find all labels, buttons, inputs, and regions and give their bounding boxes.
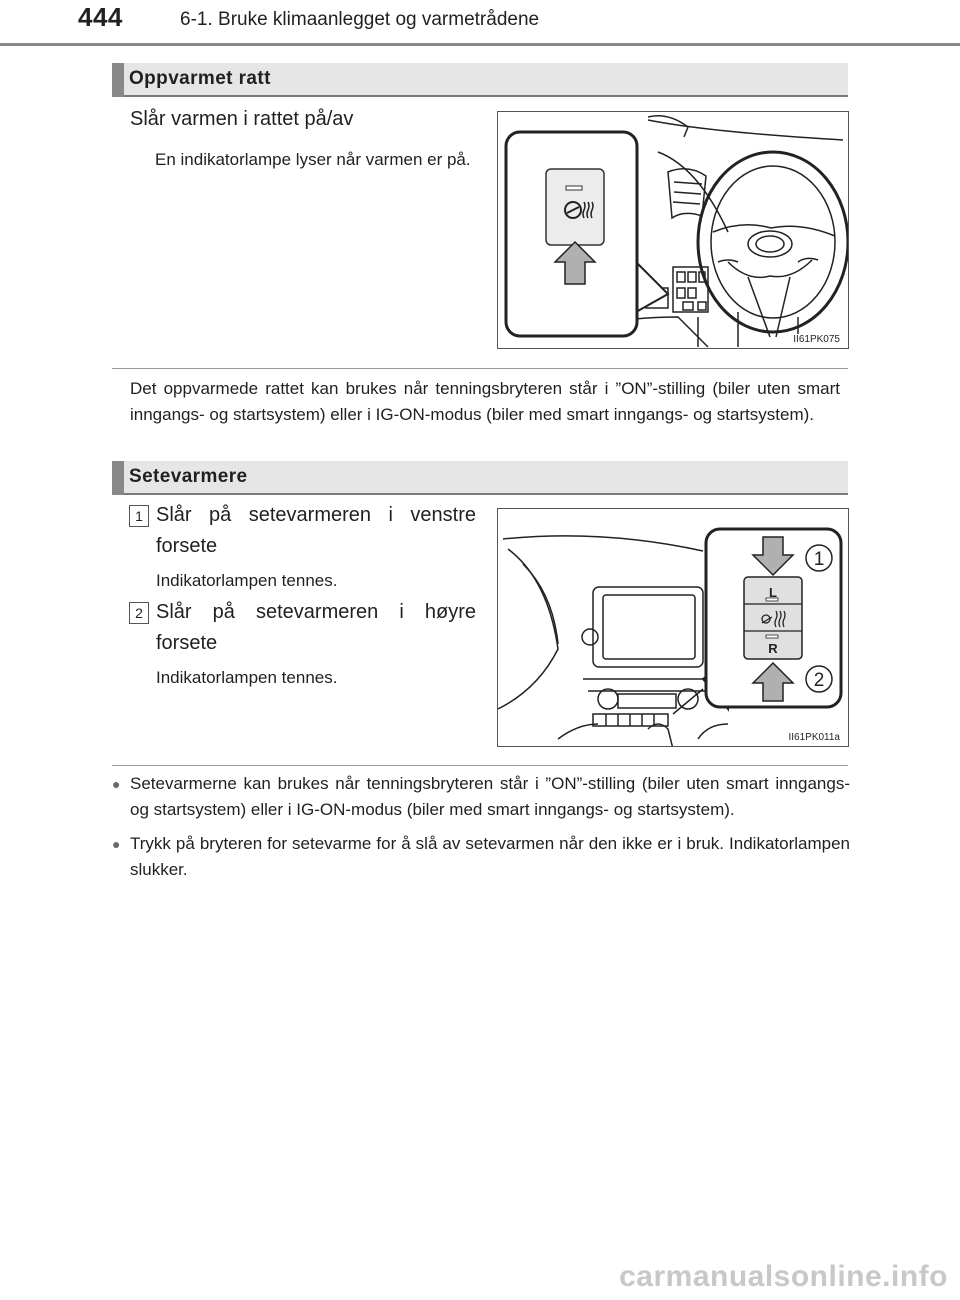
section-heading-heated-wheel bbox=[112, 63, 848, 97]
heading-accent-bar bbox=[112, 461, 124, 495]
item-desc-heated-wheel: En indikatorlampe lyser når varmen er på. bbox=[155, 150, 471, 169]
bullet-list bbox=[112, 771, 850, 883]
bullet-icon: ● bbox=[112, 836, 121, 852]
page-number: 444 bbox=[78, 2, 123, 32]
figure-code: II61PK011a bbox=[788, 732, 840, 743]
item-number-2: 2 bbox=[129, 602, 149, 624]
heading-accent-bar bbox=[112, 63, 124, 97]
item-desc-right-seat: Indikatorlampen tennes. bbox=[156, 668, 338, 687]
list-item bbox=[112, 831, 850, 883]
dashboard-illustration bbox=[498, 509, 848, 746]
callout-number-2: 2 bbox=[813, 670, 825, 691]
chapter-title: 6-1. Bruke klimaanlegget og varmetrådene bbox=[180, 9, 540, 30]
bullet-icon: ● bbox=[112, 776, 121, 792]
bullet-text: Trykk på bryteren for setevarme for å slå av setevarmen når den ikke er i bruk. Indikatorlampen slukker. bbox=[130, 834, 850, 879]
section-heading-seat-heaters bbox=[112, 461, 848, 495]
watermark-link[interactable]: carmanualsonline.info bbox=[619, 1260, 948, 1293]
header-rule bbox=[0, 43, 960, 46]
list-item bbox=[112, 771, 850, 823]
right-seat-label: R bbox=[768, 641, 778, 656]
item-number-1: 1 bbox=[129, 505, 149, 527]
steering-wheel-illustration bbox=[498, 112, 848, 348]
heated-wheel-note: Det oppvarmede rattet kan brukes når tenningsbryteren står i ”ON”-stilling (biler uten smart inngangs- og startsystem) eller i IG-ON-modus (biler med smart inngangs- og startsystem). bbox=[130, 379, 840, 424]
figure-seat-heater-switches bbox=[497, 508, 849, 747]
callout-number-1: 1 bbox=[813, 549, 825, 570]
left-seat-label: L bbox=[769, 585, 777, 600]
section-title: Oppvarmet ratt bbox=[129, 68, 271, 89]
section-divider bbox=[112, 368, 848, 369]
item-title-heated-wheel: Slår varmen i rattet på/av bbox=[130, 108, 354, 130]
figure-heated-wheel-switch bbox=[497, 111, 849, 349]
section-divider bbox=[112, 765, 848, 766]
bullet-text: Setevarmerne kan brukes når tenningsbryteren står i ”ON”-stilling (biler uten smart inngangs- og startsystem) eller i IG-ON-modus (biler med smart inngangs- og startsystem). bbox=[130, 774, 850, 819]
section-title: Setevarmere bbox=[129, 466, 248, 487]
item-title-left-seat: Slår på setevarmeren i venstre forsete bbox=[156, 504, 476, 557]
item-desc-left-seat: Indikatorlampen tennes. bbox=[156, 571, 338, 590]
figure-code: II61PK075 bbox=[793, 334, 840, 345]
item-title-right-seat: Slår på setevarmeren i høyre forsete bbox=[156, 601, 476, 654]
